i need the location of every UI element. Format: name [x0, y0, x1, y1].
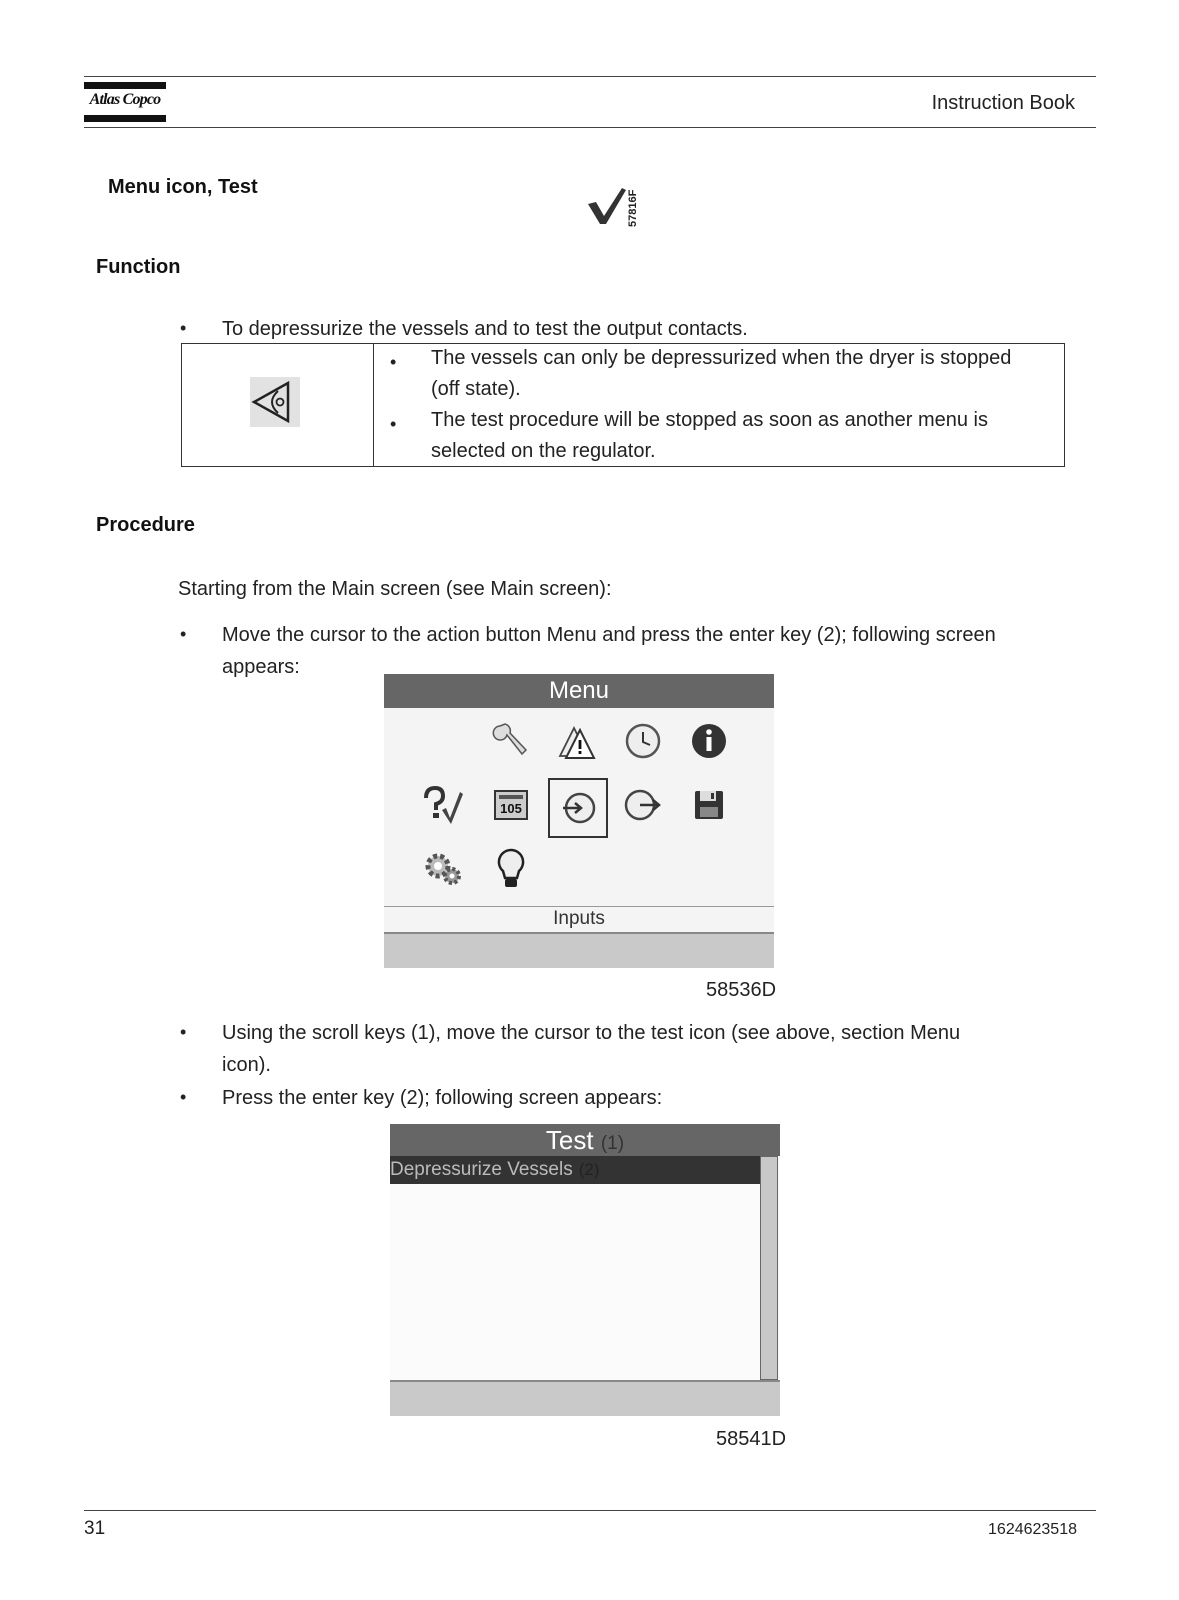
menu-screen — [384, 674, 774, 968]
footer-rule — [84, 1510, 1096, 1511]
test-screen — [390, 1124, 780, 1416]
page-number: 31 — [84, 1518, 106, 1539]
step-text: Move the cursor to the action button Menu and press the enter key (2); following screen — [222, 624, 996, 646]
outputs-icon[interactable] — [618, 780, 668, 830]
bullet-icon: • — [390, 352, 397, 372]
menu-screen-title: Menu — [384, 674, 774, 708]
menu-screen-footer-bar — [384, 932, 774, 968]
note-line: selected on the regulator. — [431, 440, 656, 462]
function-heading: Function — [96, 256, 181, 278]
procedure-heading: Procedure — [96, 514, 195, 536]
header-bottom-rule — [84, 127, 1096, 128]
eye-icon — [250, 377, 300, 427]
menu-screen-separator — [384, 906, 774, 907]
settings-icon[interactable] — [418, 844, 468, 894]
step-text: Press the enter key (2); following screen appears: — [222, 1087, 663, 1109]
inputs-icon[interactable] — [553, 783, 603, 833]
counter-icon[interactable] — [486, 780, 536, 830]
step-text: icon). — [222, 1054, 271, 1076]
bullet-icon: • — [180, 1087, 187, 1107]
note-line: (off state). — [431, 378, 521, 400]
function-bullet-text: To depressurize the vessels and to test the output contacts. — [222, 318, 748, 340]
callout-1: (1) — [600, 1133, 625, 1154]
note-line: The test procedure will be stopped as soon as another menu is — [431, 409, 988, 431]
callout-2: (2) — [578, 1160, 600, 1179]
section-title: Menu icon, Test — [108, 176, 258, 198]
bullet-icon: • — [180, 1022, 187, 1042]
note-table — [181, 343, 1065, 467]
warning-icon[interactable] — [552, 716, 602, 766]
figure-code: 58541D — [716, 1428, 787, 1450]
note-line: The vessels can only be depressurized when the dryer is stopped — [431, 347, 1012, 369]
test-screen-footer-bar — [390, 1380, 780, 1416]
scrollbar[interactable] — [760, 1156, 778, 1380]
document-type: Instruction Book — [931, 92, 1075, 114]
header-top-rule — [84, 76, 1096, 77]
test-icon[interactable] — [418, 780, 468, 830]
info-icon[interactable] — [684, 716, 734, 766]
bullet-icon: • — [180, 624, 187, 644]
svg-text:105: 105 — [500, 801, 522, 816]
step-text: Using the scroll keys (1), move the cursor to the test icon (see above, section Menu — [222, 1022, 961, 1044]
test-screen-title: Test (1) — [390, 1124, 780, 1156]
table-divider — [373, 344, 374, 466]
lightbulb-icon[interactable] — [486, 844, 536, 894]
document-number: 1624623518 — [988, 1521, 1077, 1538]
bullet-icon: • — [390, 414, 397, 434]
procedure-intro: Starting from the Main screen (see Main screen): — [178, 578, 612, 600]
atlas-copco-logo: Atlas Copco — [84, 82, 166, 124]
figure-code: 58536D — [706, 979, 777, 1001]
selected-item-label: Inputs — [553, 908, 605, 929]
wrench-icon[interactable] — [486, 716, 536, 766]
icon-code: 57816F — [627, 189, 639, 227]
step-text: appears: — [222, 656, 300, 678]
clock-icon[interactable] — [618, 716, 668, 766]
depressurize-vessels-item[interactable]: Depressurize Vessels (2) — [390, 1156, 760, 1184]
bullet-icon: • — [180, 318, 187, 338]
save-icon[interactable] — [684, 780, 734, 830]
